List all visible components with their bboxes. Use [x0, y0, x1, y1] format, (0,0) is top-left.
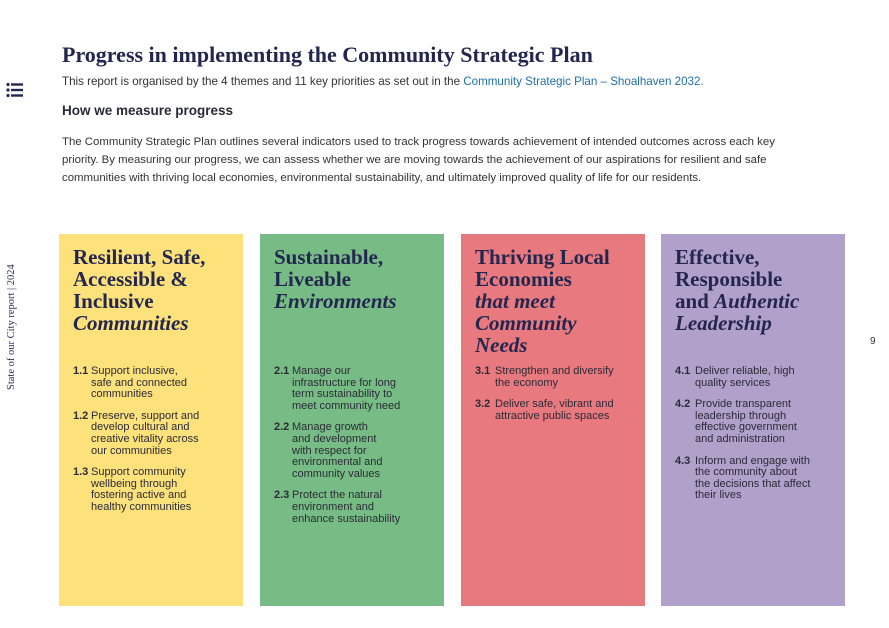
- intro-line: [62, 75, 704, 88]
- priority-number: 3.2: [475, 398, 491, 411]
- theme-title: [675, 246, 833, 366]
- priority-number: 4.3: [675, 454, 691, 467]
- strategic-plan-link[interactable]: Community Strategic Plan – Shoalhaven 2032.: [463, 75, 704, 88]
- priority-text: Deliver safe, vibrant and attractive public spaces: [495, 398, 614, 422]
- priority-text: Support community wellbeing through fostering active and healthy communities: [91, 466, 192, 513]
- theme-title-line: Communities: [73, 311, 189, 335]
- theme-title-line: Accessible &: [73, 267, 188, 291]
- theme-title-line: Responsible: [675, 267, 783, 291]
- priority-list: [73, 366, 231, 514]
- theme-card-economies: [461, 234, 645, 606]
- list-icon[interactable]: [6, 82, 24, 98]
- theme-title-word: and: [675, 289, 715, 313]
- priority-item: [274, 490, 432, 525]
- section-body: The Community Strategic Plan outlines several indicators used to track progress towards achievement of intended outcomes across each key priority. By measuring our progress, we can assess whether we are moving towards the achievement of our aspirations for resilient and safe communities with thriving local economies, environmental sustainability, and ultimately improved quality of life for our residents.: [62, 136, 775, 184]
- priority-list: [274, 366, 432, 525]
- priority-item: [675, 366, 833, 389]
- theme-title-line: that meet: [475, 289, 555, 313]
- theme-card-leadership: [661, 234, 845, 606]
- priority-item: [73, 366, 231, 401]
- priority-number: 1.3: [73, 466, 89, 479]
- theme-card-communities: [59, 234, 243, 606]
- priority-item: [274, 422, 432, 480]
- priority-number: 2.2: [274, 421, 290, 434]
- priority-item: [274, 366, 432, 412]
- priority-list: [675, 366, 833, 502]
- priority-number: 4.1: [675, 365, 691, 377]
- theme-title-line: Resilient, Safe,: [73, 245, 206, 269]
- theme-title-word: Authentic: [714, 289, 800, 313]
- theme-title: [73, 246, 231, 366]
- priority-item: [73, 467, 231, 513]
- theme-title-line: Needs: [475, 333, 528, 357]
- page-title: Progress in implementing the Community Strategic Plan: [62, 42, 593, 67]
- priority-text: Manage our infrastructure for long term sustainability to meet community need: [292, 365, 401, 412]
- priority-number: 1.2: [73, 409, 89, 422]
- theme-title: [274, 246, 432, 366]
- priority-number: 2.3: [274, 489, 290, 502]
- theme-title-line: Thriving Local: [475, 245, 610, 269]
- theme-title-line: Liveable: [274, 267, 351, 291]
- priority-text: Manage growth and development with respect for environmental and community values: [292, 421, 383, 480]
- theme-card-environments: [260, 234, 444, 606]
- priority-text: Inform and engage with the community about the decisions that affect their lives: [695, 454, 811, 502]
- theme-title: [475, 246, 633, 366]
- theme-title-line: Effective,: [675, 245, 760, 269]
- priority-text: Protect the natural environment and enhance sustainability: [292, 489, 401, 525]
- priority-text: Provide transparent leadership through effective government and administration: [695, 398, 797, 445]
- intro-text: This report is organised by the 4 themes and 11 key priorities as set out in the: [62, 75, 464, 88]
- theme-title-line: Inclusive: [73, 289, 154, 313]
- priority-text: Support inclusive, safe and connected communities: [91, 365, 188, 401]
- priority-item: [675, 456, 833, 502]
- report-label-text: State of our City report | 2024: [6, 264, 17, 390]
- priority-number: 3.1: [475, 365, 491, 377]
- theme-title-line: Economies: [475, 267, 572, 291]
- priority-item: [73, 411, 231, 457]
- priority-item: [475, 366, 633, 389]
- priority-text: Deliver reliable, high quality services: [695, 365, 795, 389]
- theme-title-line: Sustainable,: [274, 245, 384, 269]
- theme-title-line: Leadership: [675, 311, 772, 335]
- priority-item: [675, 399, 833, 445]
- priority-list: [475, 366, 633, 422]
- priority-text: Strengthen and diversify the economy: [495, 365, 614, 389]
- priority-number: 2.1: [274, 365, 290, 377]
- page-number: 9: [870, 336, 876, 347]
- priority-item: [475, 399, 633, 422]
- priority-number: 4.2: [675, 398, 691, 411]
- theme-title-line: [675, 290, 833, 312]
- theme-title-line: Environments: [274, 289, 397, 313]
- theme-title-line: Community: [475, 311, 577, 335]
- priority-text: Preserve, support and develop cultural and creative vitality across our communities: [91, 409, 200, 457]
- section-heading: How we measure progress: [62, 103, 234, 118]
- priority-number: 1.1: [73, 365, 89, 377]
